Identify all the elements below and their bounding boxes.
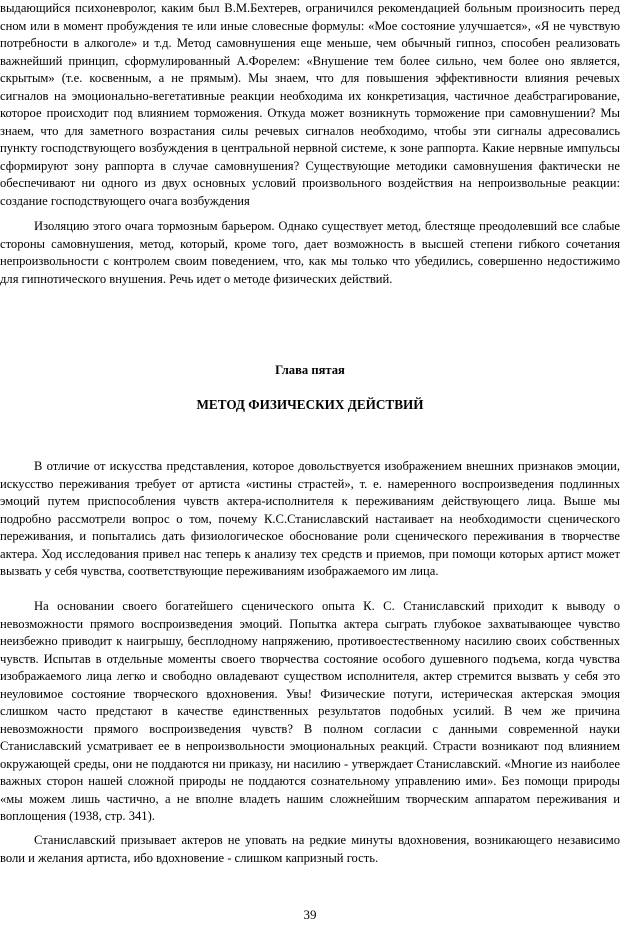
- paragraph-inspiration: Станиславский призывает актеров не уповать на редкие минуты вдохновения, возникающего независимо воли и желания артиста, ибо вдохновение - слишком капризный гость.: [0, 833, 620, 865]
- chapter-title: МЕТОД ФИЗИЧЕСКИХ ДЕЙСТВИЙ: [196, 397, 424, 412]
- paragraph-stanislavsky-experience: На основании своего богатейшего сценического опыта К. С. Станиславский приходит к выводу о невозможности прямого воспроизведения эмоций. Попытка актера сыграть глубокое захватывающее чувство неизбежно приводит к наигрышу, бесплодному напряжению, противоестественному насилию своих собственных чувств. Испытав в отдельные моменты своего творчества состояние особого душевного подъема, когда чувства изображаемого лица легко и свободно овладевают существом исполнителя, актер стремится вызвать у себя это неуловимое состояние творческого вдохновения. Увы! Физические потуги, истерическая актерская эмоция слишком часто предстают в качестве единственных результатов подобных усилий. В чем же причина невозможности прямого воспроизведения чувств? В полном согласии с данными современной науки Станиславский усматривает ее в непроизвольности эмоциональных реакций. Страсти возникают под влиянием окружающей среды, они не поддаются ни приказу, ни насилию - утверждает Станиславский. «Многие из наиболее важных сторон нашей сложной природы не поддаются сознательному управлению ими». Без помощи природы «мы можем лишь частично, а не вполне владеть нашим сложнейшим творческим аппаратом переживания и воплощения (1938, стр. 341).: [0, 599, 620, 823]
- page-number: 39: [303, 907, 317, 922]
- paragraph-self-suggestion: выдающийся психоневролог, каким был В.М.Бехтерев, ограничился рекомендацией больным произносить перед сном или в момент пробуждения те или иные словесные формулы: «Мое состояние улучшается», «Я не чувствую потребности в алкоголе» и т.д. Метод самовнушения еще меньше, чем обычный гипноз, способен реализовать важнейший принцип, сформулированный А.Форелем: «Внушение тем более сильно, чем более оно является, скрытым» (т.е. косвенным, а не прямым). Мы знаем, что для повышения эффективности влияния речевых сигналов на эмоционально-вегетативные реакции необходима их конкретизация, частичное деабстрагирование, которое происходит под влиянием торможения. Откуда может возникнуть торможение при самовнушении? Мы знаем, что для заметного возрастания силы речевых сигналов необходимо, чтобы эти сигналы адресовались пункту господствующего возбуждения в центральной нервной системе, к зоне раппорта. Какие нервные импульсы сформируют зону раппорта в случае самовнушения? Существующие методики самовнушения фактически не обеспечивают ни одного из двух основных условий произвольного воздействия на непроизвольные реакции: создание господствующего очага возбуждения: [0, 1, 620, 208]
- paragraph-physical-actions-intro: Изоляцию этого очага тормозным барьером. Однако существует метод, блестяще преодолевший все слабые стороны самовнушения, метод, который, кроме того, дает возможность в высшей степени гибкого сочетания непроизвольности с контролем своим поведением, что, как мы только что убедились, совершенно недостижимо для гипнотического внушения. Речь идет о методе физических действий.: [0, 219, 620, 286]
- chapter-number: Глава пятая: [275, 363, 345, 377]
- paragraph-art-of-experience: В отличие от искусства представления, которое довольствуется изображением внешних признаков эмоции, искусство переживания требует от артиста «истины страстей», т. е. намеренного воспроизведения подлинных эмоций путем приспособления чувств актера-исполнителя к переживаниям действующего лица. Выше мы подробно рассмотрели вопрос о том, почему К.С.Станиславский настаивает на необходимости сценического переживания, и попытались дать физиологическое обоснование роли сценического переживания в творчестве актера. Ход исследования привел нас теперь к анализу тех средств и приемов, при помощи которых артист может вызвать у себя чувства, соответствующие переживаниям изображаемого им лица.: [0, 459, 620, 578]
